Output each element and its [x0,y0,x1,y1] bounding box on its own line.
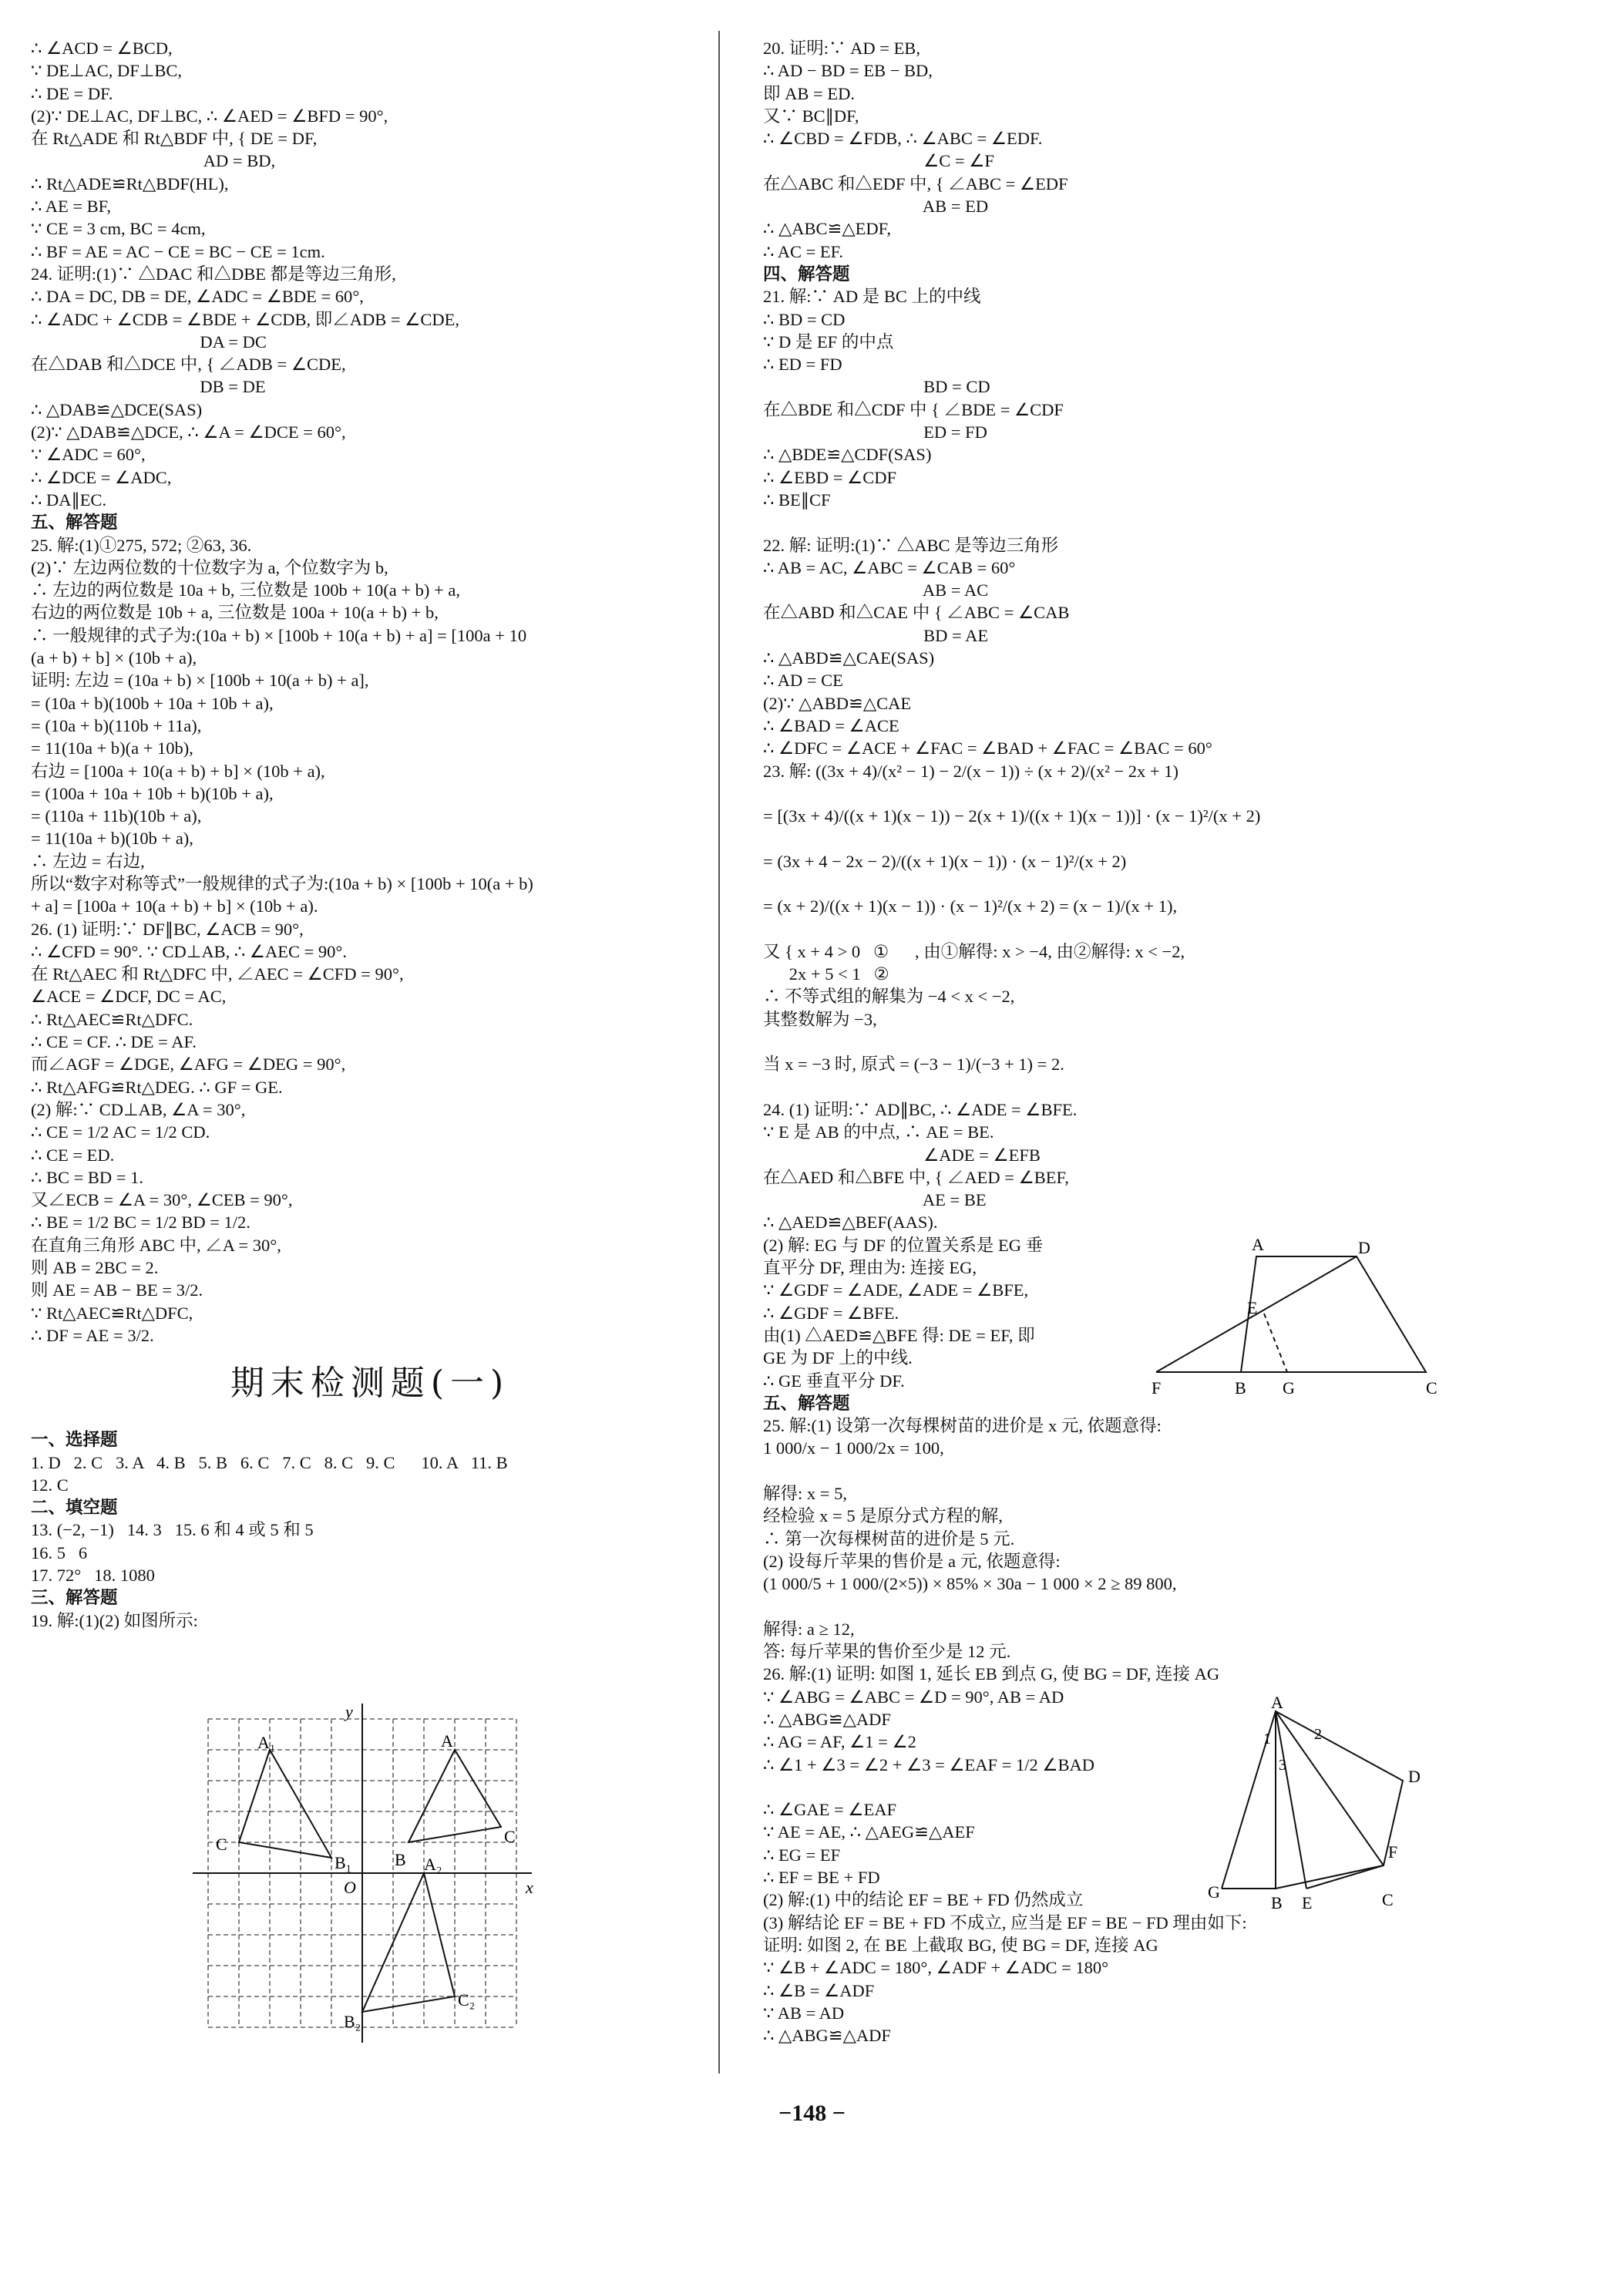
label-angle-3: 3 [1279,1757,1286,1774]
text-line: = (10a + b)(110b + 11a), [31,715,202,735]
text-line: 所以“数字对称等式”一般规律的式子为:(10a + b) × [100b + 10(a + b) [31,873,533,893]
text-line [763,1595,1603,1617]
text-line: ∴ △ABC≌△EDF, [763,219,891,239]
right-text-block [763,37,1603,2047]
text-line: ∵ AB = AD [763,2003,845,2023]
label-a1: A₁ [257,1733,276,1752]
coordinate-grid-figure [193,1704,532,2043]
text-line: ∴ ∠ADC + ∠CDB = ∠BDE + ∠CDB, 即∠ADB = ∠CDE, [31,309,459,329]
text-line: AB = ED [763,197,989,217]
text-line: AD = BD, [31,151,276,171]
label-b-right: B [395,1850,406,1869]
text-line: AE = BE [763,1190,987,1210]
text-line: 在△ABD 和△CAE 中 { ∠ABC = ∠CAB [763,603,1070,623]
text-line: ∴ ∠B = ∠ADF [763,1980,875,2000]
text-line: 17. 72° 18. 1080 [31,1566,155,1585]
text-line: ED = FD [763,422,987,442]
text-line: 又∵ BC∥DF, [763,106,859,126]
text-line: ∴ 不等式组的解集为 −4 < x < −2, [763,987,1015,1007]
text-line [763,873,1603,895]
text-line: 则 AE = AB − BE = 3/2. [31,1280,203,1300]
text-line: ∴ Rt△AEC≌Rt△DFC. [31,1009,193,1029]
label-f: F [1152,1378,1162,1398]
text-line: = [(3x + 4)/((x + 1)(x − 1)) − 2(x + 1)/((x + 1)(x − 1))] · (x − 1)²/(x + 2) [763,806,1261,826]
text-line: 在 Rt△ADE 和 Rt△BDF 中, { DE = DF, [31,129,318,149]
text-line [763,1460,1603,1482]
column-divider [718,31,720,2074]
text-line: ∵ ∠B + ∠ADC = 180°, ∠ADF + ∠ADC = 180° [763,1958,1109,1978]
text-line: = 11(10a + b)(a + 10b), [31,738,193,758]
label-b2: B₂ [344,2012,361,2031]
text-line: GE 为 DF 上的中线. [763,1348,913,1368]
text-line: ∴ ∠EBD = ∠CDF [763,467,896,487]
text-line: DB = DE [31,377,266,397]
text-line: (a + b) + b] × (10b + a), [31,648,197,668]
text-line: ∴ Rt△AFG≌Rt△DEG. ∴ GF = GE. [31,1077,283,1097]
label-b: B [1271,1893,1283,1912]
left-answer-block [31,1428,709,1632]
text-line: = (10a + b)(100b + 10a + 10b + a), [31,693,274,713]
text-line: 三、解答题 [31,1588,118,1608]
text-line [763,511,1603,533]
text-line: = (x + 2)/((x + 1)(x − 1)) · (x − 1)²/(x + 2) = (x − 1)/(x + 1), [763,896,1178,917]
text-line: ∴ AC = EF. [763,241,843,261]
text-line: 其整数解为 −3, [763,1009,877,1029]
label-c-left: C [216,1835,227,1854]
text-line: (2)∵ △ABD≌△CAE [763,693,912,713]
text-line: 右边 = [100a + 10(a + b) + b] × (10b + a), [31,761,325,781]
text-line [763,1076,1603,1098]
text-line: ∴ BE = 1/2 BC = 1/2 BD = 1/2. [31,1213,250,1233]
label-b1: B₁ [335,1853,352,1872]
text-line: ∴ △DAB≌△DCE(SAS) [31,399,203,419]
text-line: 而∠AGF = ∠DGE, ∠AFG = ∠DEG = 90°, [31,1054,346,1075]
text-line: = (110a + 11b)(10b + a), [31,806,202,826]
text-line: 答: 每斤苹果的售价至少是 12 元. [763,1642,1011,1662]
text-line: ∴ AG = AF, ∠1 = ∠2 [763,1732,916,1752]
text-line: 当 x = −3 时, 原式 = (−3 − 1)/(−3 + 1) = 2. [763,1054,1064,1075]
text-line: (1 000/5 + 1 000/(2×5)) × 85% × 30a − 1 000 × 2 ≥ 89 800, [763,1574,1177,1594]
quadrilateral-figure [1191,1693,1445,1919]
text-line: ∴ DA = DC, DB = DE, ∠ADC = ∠BDE = 60°, [31,287,364,307]
text-line: ∴ ∠DFC = ∠ACE + ∠FAC = ∠BAD + ∠FAC = ∠BAC = 60° [763,738,1212,758]
label-b: B [1235,1378,1246,1398]
text-line: ∴ BD = CD [763,309,846,329]
text-line: 13. (−2, −1) 14. 3 15. 6 和 4 或 5 和 5 [31,1520,314,1540]
text-line: ∴ ED = FD [763,355,842,375]
text-line: 1. D 2. C 3. A 4. B 5. B 6. C 7. C 8. C 9. C 10. A 11. B [31,1452,508,1472]
text-line: (2) 解:∵ CD⊥AB, ∠A = 30°, [31,1099,246,1119]
page-number: −148 − [778,2101,846,2126]
label-f: F [1388,1842,1398,1862]
text-line: (2)∵ 左边两位数的十位数字为 a, 个位数字为 b, [31,557,388,577]
text-line: 在 Rt△AEC 和 Rt△DFC 中, ∠AEC = ∠CFD = 90°, [31,964,404,984]
text-line: ∴ GE 垂直平分 DF. [763,1371,905,1391]
label-c: C [1382,1890,1394,1909]
text-line: 24. 证明:(1)∵ △DAC 和△DBE 都是等边三角形, [31,264,396,284]
text-line: (2) 解: EG 与 DF 的位置关系是 EG 垂 [763,1235,1044,1255]
text-line: ∵ D 是 EF 的中点 [763,331,894,352]
text-line: ∴ BC = BD = 1. [31,1167,143,1187]
label-d: D [1408,1767,1421,1786]
text-line: 在直角三角形 ABC 中, ∠A = 30°, [31,1235,281,1255]
text-line: ∴ CE = 1/2 AC = 1/2 CD. [31,1122,210,1142]
text-line: BD = AE [763,625,989,645]
label-e: E [1302,1893,1313,1912]
text-line: ∵ E 是 AB 的中点, ∴ AE = BE. [763,1122,994,1142]
text-line: ∴ DE = DF. [31,83,113,103]
text-line: 在△DAB 和△DCE 中, { ∠ADB = ∠CDE, [31,355,346,375]
text-line: ∵ DE⊥AC, DF⊥BC, [31,61,183,81]
text-line: 25. 解:(1) 设第一次每棵树苗的进价是 x 元, 依题意得: [763,1416,1162,1436]
text-line: ∵ AE = AE, ∴ △AEG≌△AEF [763,1822,975,1842]
text-line: 五、解答题 [31,513,118,533]
text-line: (2)∵ DE⊥AC, DF⊥BC, ∴ ∠AED = ∠BFD = 90°, [31,106,388,126]
text-line: ∵ Rt△AEC≌Rt△DFC, [31,1303,193,1323]
text-line: ∵ CE = 3 cm, BC = 4cm, [31,219,206,239]
text-line: ∴ ∠CBD = ∠FDB, ∴ ∠ABC = ∠EDF. [763,129,1043,149]
text-line: 23. 解: ((3x + 4)/(x² − 1) − 2/(x − 1)) ÷ (x + 2)/(x² − 2x + 1) [763,761,1178,781]
text-line: ∴ △ABG≌△ADF [763,2026,891,2046]
exam-title: 期末检测题(一) [230,1364,510,1404]
label-a-right: A [441,1731,453,1751]
text-line [763,827,1603,849]
text-line: 26. 解:(1) 证明: 如图 1, 延长 EB 到点 G, 使 BG = DF, 连接 AG [763,1664,1220,1684]
text-line: 在△ABC 和△EDF 中, { ∠ABC = ∠EDF [763,173,1068,193]
label-d: D [1358,1238,1370,1257]
text-line: ∴ CE = ED. [31,1145,115,1165]
text-line: ∴ BE∥CF [763,489,831,510]
text-line: ∴ 左边的两位数是 10a + b, 三位数是 100b + 10(a + b) + a, [31,580,460,600]
text-line: BD = CD [763,377,990,397]
text-line: ∵ ∠ABG = ∠ABC = ∠D = 90°, AB = AD [763,1687,1064,1707]
text-line [763,1031,1603,1053]
text-line: + a] = [100a + 10(a + b) + b] × (10b + a). [31,896,318,917]
text-line: (3) 解结论 EF = BE + FD 不成立, 应当是 EF = BE − FD 理由如下: [763,1912,1247,1932]
text-line: = (3x + 4 − 2x − 2)/((x + 1)(x − 1)) · (x − 1)²/(x + 2) [763,851,1127,871]
text-line: 证明: 如图 2, 在 BE 上截取 BG, 使 BG = DF, 连接 AG [763,1935,1158,1955]
text-line: 直平分 DF, 理由为: 连接 EG, [763,1258,977,1278]
text-line: = (100a + 10a + 10b + b)(10b + a), [31,783,274,803]
text-line: ∴ EG = EF [763,1845,841,1865]
text-line: DA = DC [31,331,267,352]
text-line: 16. 5 6 [31,1542,88,1562]
text-line: ∴ AB = AC, ∠ABC = ∠CAB = 60° [763,557,1016,577]
trapezoid-figure [1148,1233,1457,1418]
label-angle-1: 1 [1263,1731,1271,1747]
text-line: 证明: 左边 = (10a + b) × [100b + 10(a + b) + a], [31,671,369,691]
text-line: AB = AC [763,580,989,600]
text-line: ∴ △ABD≌△CAE(SAS) [763,648,935,668]
text-line: 12. C [31,1475,69,1495]
text-line: 五、解答题 [763,1393,850,1413]
label-g: G [1283,1378,1295,1398]
label-a: A [1252,1235,1264,1254]
text-line: ∴ 一般规律的式子为:(10a + b) × [100b + 10(a + b) + a] = [100a + 10 [31,625,527,645]
text-line: 即 AB = ED. [763,83,855,103]
text-line: = 11(10a + b)(10b + a), [31,829,193,849]
text-line: (2)∵ △DAB≌△DCE, ∴ ∠A = ∠DCE = 60°, [31,422,346,442]
text-line [763,1776,1603,1798]
label-e: E [1247,1298,1258,1317]
text-line: ∴ ∠BAD = ∠ACE [763,715,899,735]
text-line: ∴ ∠1 + ∠3 = ∠2 + ∠3 = ∠EAF = 1/2 ∠BAD [763,1754,1095,1774]
text-line: ∴ △ABG≌△ADF [763,1709,891,1729]
text-line: 右边的两位数是 10b + a, 三位数是 100a + 10(a + b) + b, [31,603,439,623]
text-line: 一、选择题 [31,1430,118,1450]
text-line: ∴ 第一次每棵树苗的进价是 5 元. [763,1529,1015,1549]
left-text-block [31,37,709,1347]
text-line: ∴ AD − BD = EB − BD, [763,61,933,81]
text-line: 由(1) △AED≌△BFE 得: DE = EF, 即 [763,1325,1035,1345]
text-line: 又 { x + 4 > 0 ① , 由①解得: x > −4, 由②解得: x < −2, [763,941,1185,961]
text-line: 21. 解:∵ AD 是 BC 上的中线 [763,287,981,307]
label-y-axis: y [345,1702,353,1721]
text-line [763,918,1603,940]
text-line: 26. (1) 证明:∵ DF∥BC, ∠ACB = 90°, [31,919,304,939]
text-line: 四、解答题 [763,264,850,284]
text-line: 24. (1) 证明:∵ AD∥BC, ∴ ∠ADE = ∠BFE. [763,1099,1078,1119]
label-c-right: C [504,1827,516,1846]
label-x-axis: x [526,1878,533,1897]
text-line: ∴ DA∥EC. [31,489,107,510]
text-line: ∴ EF = BE + FD [763,1868,880,1888]
text-line: 在△BDE 和△CDF 中 { ∠BDE = ∠CDF [763,399,1064,419]
text-line: 19. 解:(1)(2) 如图所示: [31,1610,198,1630]
text-line: ∴ AD = CE [763,671,843,691]
label-origin: O [344,1878,356,1897]
text-line: ∠C = ∠F [763,151,994,171]
text-line: ∵ ∠ADC = 60°, [31,445,146,465]
label-c: C [1426,1378,1437,1398]
text-line: 在△AED 和△BFE 中, { ∠AED = ∠BEF, [763,1167,1069,1187]
text-line: ∴ △AED≌△BEF(AAS). [763,1213,938,1233]
text-line: 二、填空题 [31,1498,118,1518]
text-line: ∴ AE = BF, [31,197,111,217]
text-line: (2) 解:(1) 中的结论 EF = BE + FD 仍然成立 [763,1890,1084,1910]
text-line: ∴ △BDE≌△CDF(SAS) [763,445,932,465]
text-line: ∴ CE = CF. ∴ DE = AF. [31,1032,197,1052]
text-line: 又∠ECB = ∠A = 30°, ∠CEB = 90°, [31,1190,293,1210]
label-a2: A₂ [424,1855,442,1874]
text-line: ∠ACE = ∠DCF, DC = AC, [31,987,227,1007]
text-line: ∵ ∠GDF = ∠ADE, ∠ADE = ∠BFE, [763,1280,1029,1300]
text-line: 经检验 x = 5 是原分式方程的解, [763,1506,1003,1526]
text-line: 2x + 5 < 1 ② [763,964,889,984]
text-line: ∴ ∠ACD = ∠BCD, [31,39,173,58]
label-angle-2: 2 [1314,1726,1322,1743]
label-g: G [1208,1882,1220,1902]
text-line: (2) 设每斤苹果的售价是 a 元, 依题意得: [763,1551,1061,1571]
text-line: ∠ADE = ∠EFB [763,1145,1041,1165]
text-line: ∴ Rt△ADE≌Rt△BDF(HL), [31,173,229,193]
text-line: ∴ DF = AE = 3/2. [31,1325,154,1345]
text-line: ∴ 左边 = 右边, [31,851,145,871]
text-line: ∴ ∠GDF = ∠BFE. [763,1303,899,1323]
text-line: ∴ BF = AE = AC − CE = BC − CE = 1cm. [31,241,325,261]
text-line: ∴ ∠DCE = ∠ADC, [31,467,172,487]
text-line: 22. 解: 证明:(1)∵ △ABC 是等边三角形 [763,535,1059,555]
label-c2: C₂ [458,1990,476,2010]
text-line: 20. 证明:∵ AD = EB, [763,39,920,58]
text-line: 25. 解:(1)①275, 572; ②63, 36. [31,535,252,555]
left-column [31,37,709,1632]
text-line [763,782,1603,805]
text-line: 解得: a ≥ 12, [763,1619,855,1639]
text-line: ∴ ∠CFD = 90°. ∵ CD⊥AB, ∴ ∠AEC = 90°. [31,941,348,961]
text-line: 则 AB = 2BC = 2. [31,1258,159,1278]
text-line: ∴ ∠GAE = ∠EAF [763,1800,896,1820]
right-column [763,37,1603,2047]
text-line: 解得: x = 5, [763,1484,847,1503]
label-a: A [1271,1693,1283,1712]
text-line: 1 000/x − 1 000/2x = 100, [763,1438,944,1458]
